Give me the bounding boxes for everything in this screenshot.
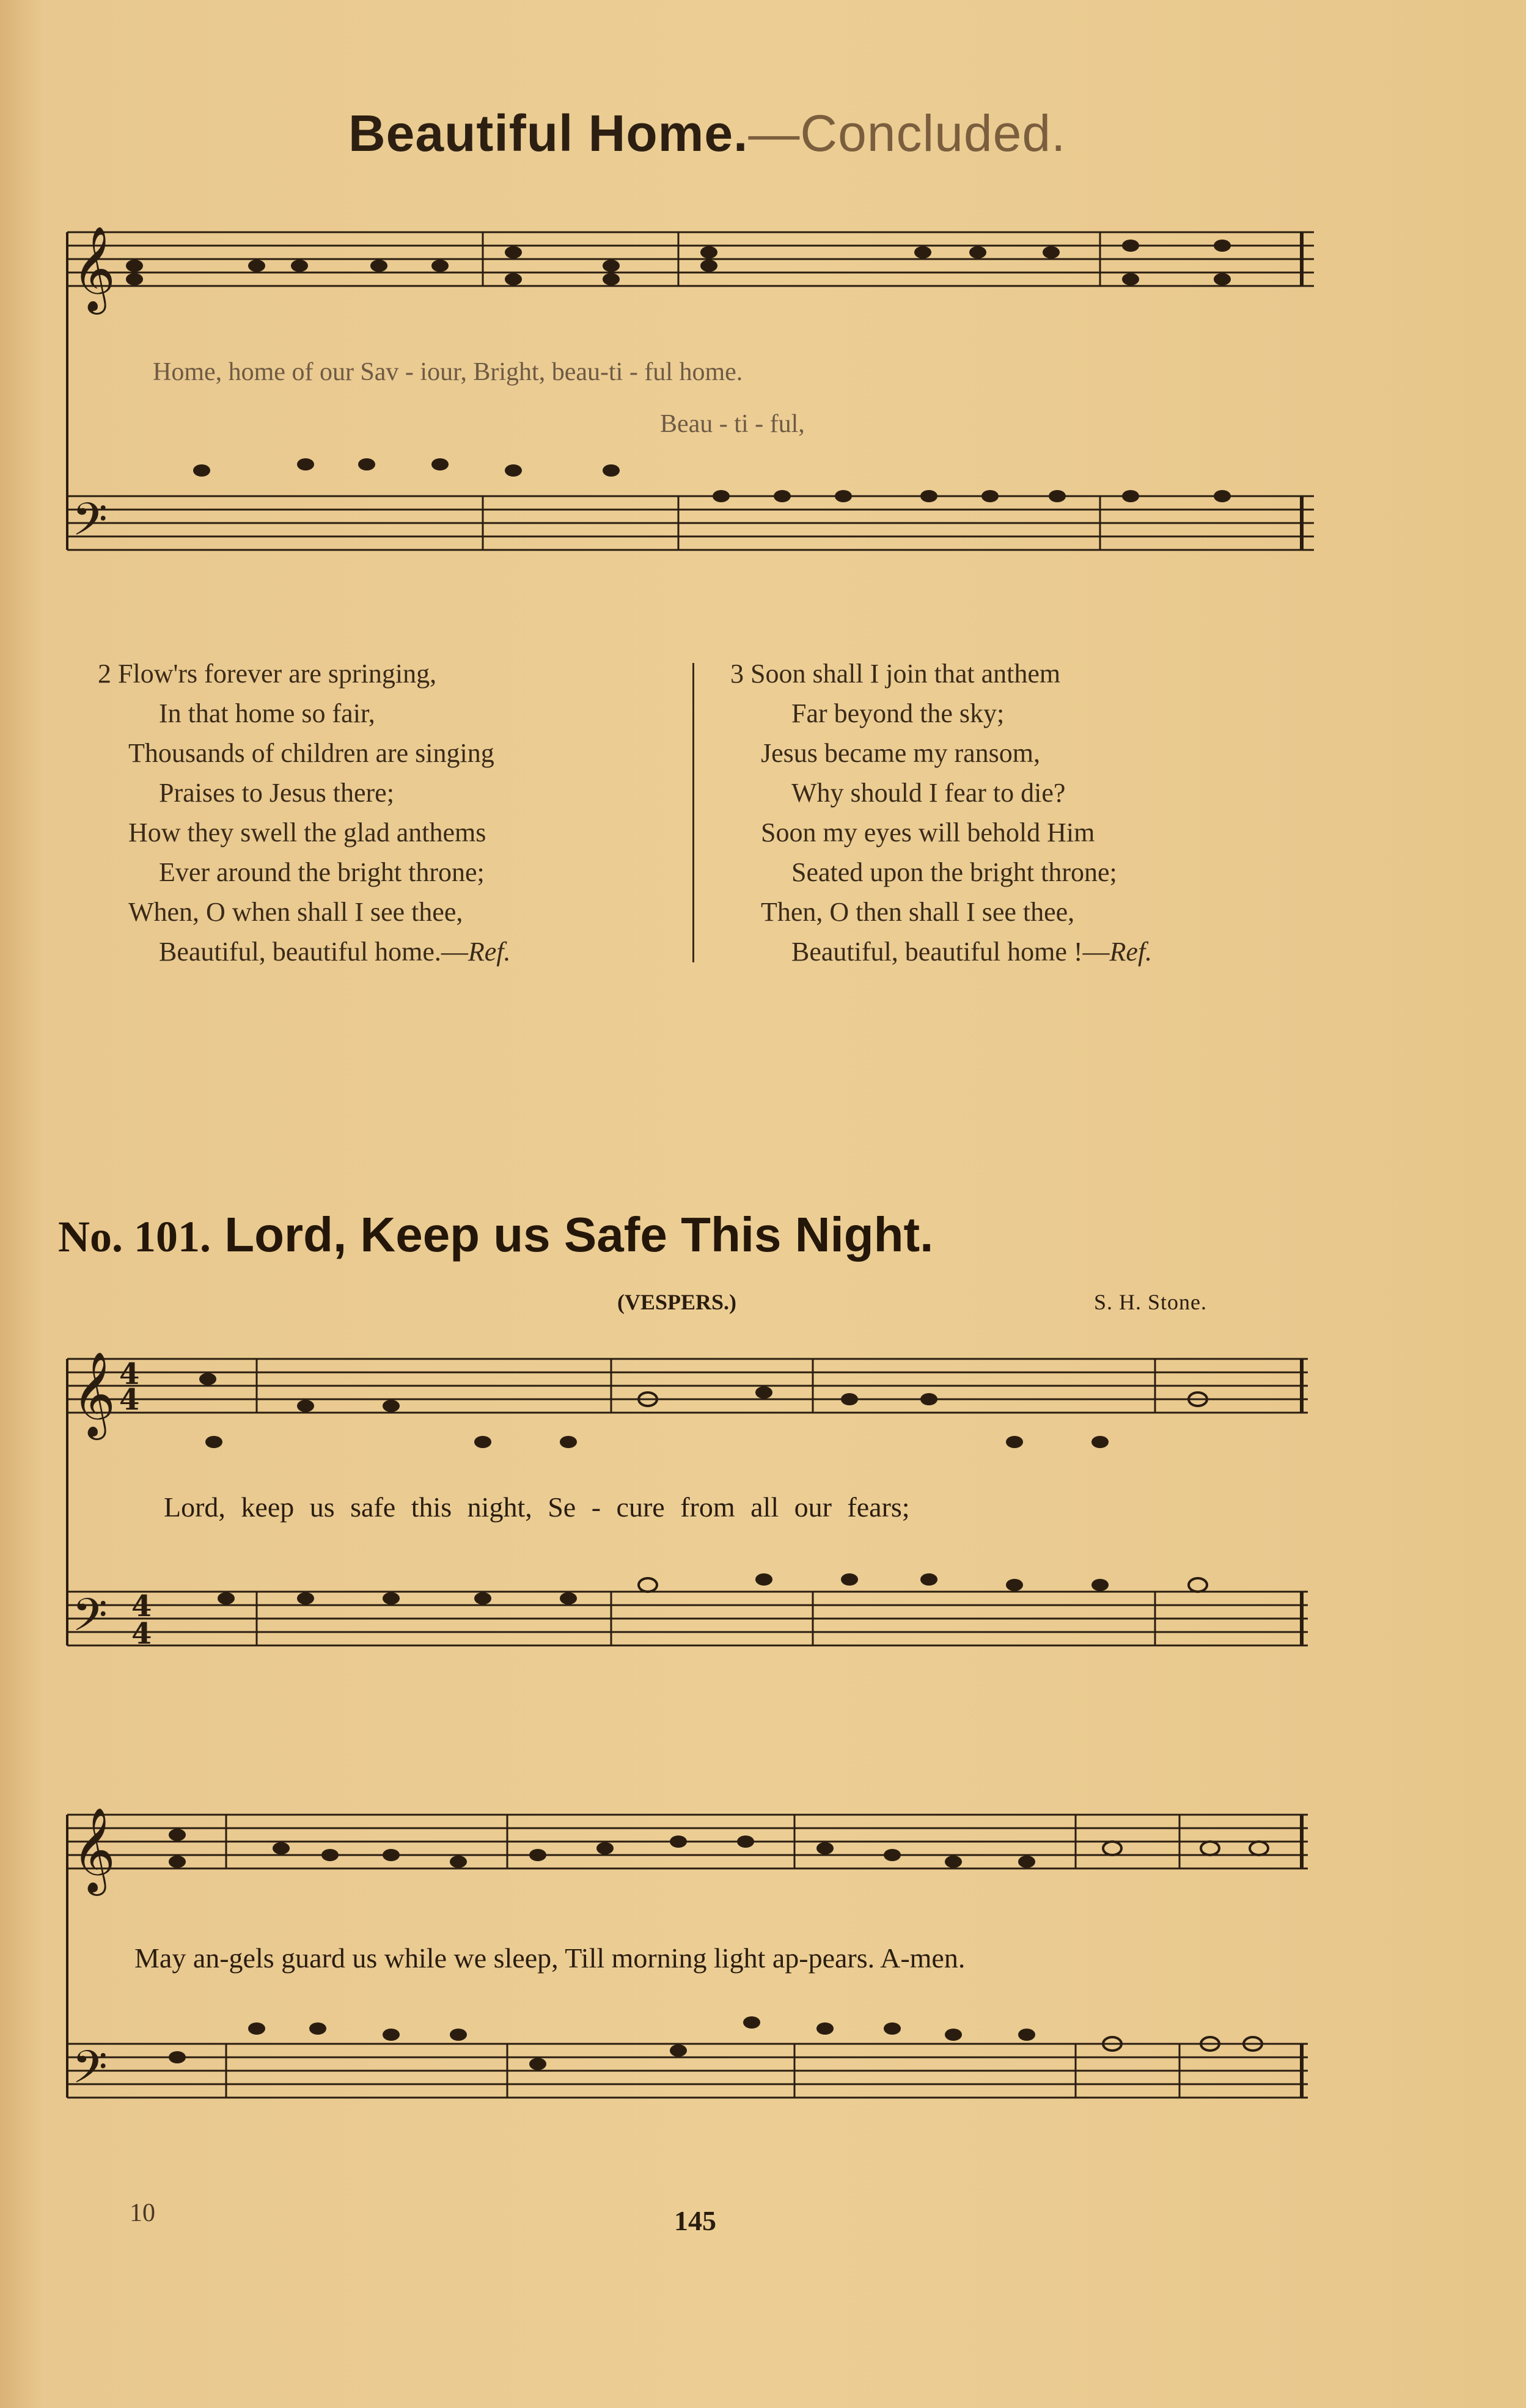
verse-divider <box>692 663 694 962</box>
signature-mark: 10 <box>130 2199 155 2227</box>
bass-staff-3 <box>67 2044 1308 2098</box>
lyrics-line-hymn1: Home, home of our Sav - iour, Bright, beau-ti - ful home. <box>153 358 743 386</box>
notes-system-2 <box>199 1373 1109 1605</box>
svg-text:𝄞: 𝄞 <box>72 1352 116 1436</box>
svg-text:𝄞: 𝄞 <box>72 1807 116 1892</box>
tune-name: (VESPERS.) <box>617 1290 737 1314</box>
svg-text:𝄢: 𝄢 <box>72 2041 108 2105</box>
verse-2: 2 Flow'rs forever are springing, In that home so fair, Thousands of children are singing Praises to Jesus there; How they swell the glad anthems Ever around the bright throne; When, O when shall I see thee, Beautiful, beautiful home.—Ref. <box>98 659 511 967</box>
treble-clef-icon: 𝄞 <box>72 226 116 311</box>
bass-staff-1 <box>67 496 1314 550</box>
page-number: 145 <box>674 2205 716 2236</box>
composer: S. H. Stone. <box>1094 1290 1208 1314</box>
hymn-title-beautiful-home: Beautiful Home.—Concluded. <box>348 104 1066 162</box>
svg-text:𝄢: 𝄢 <box>72 1589 108 1653</box>
hymn-title-lord-keep-us-safe: No. 101. Lord, Keep us Safe This Night. <box>58 1207 934 1262</box>
svg-text:4: 4 <box>119 1383 140 1417</box>
bass-clef-icon: 𝄢 <box>72 493 108 557</box>
treble-staff-2 <box>67 1359 1308 1413</box>
treble-staff-3 <box>67 1815 1308 1868</box>
lyrics-bass-hymn1: Beau - ti - ful, <box>660 410 805 438</box>
svg-text:4: 4 <box>131 1589 152 1623</box>
verse-3: 3 Soon shall I join that anthem Far beyond the sky; Jesus became my ransom, Why should I fear to die? Soon my eyes will behold Him Seated upon the bright throne; Then, O then shall I see thee, Beautiful, beautiful home !—Ref. <box>730 659 1153 967</box>
lyrics-line-1-hymn2: Lord, keep us safe this night, Se - cure from all our fears; <box>164 1491 910 1523</box>
bass-staff-2 <box>67 1592 1308 1645</box>
svg-text:4: 4 <box>119 1357 140 1391</box>
lyrics-line-2-hymn2: May an-gels guard us while we sleep, Till morning light ap-pears. A-men. <box>134 1942 966 1974</box>
svg-text:4: 4 <box>131 1617 152 1651</box>
